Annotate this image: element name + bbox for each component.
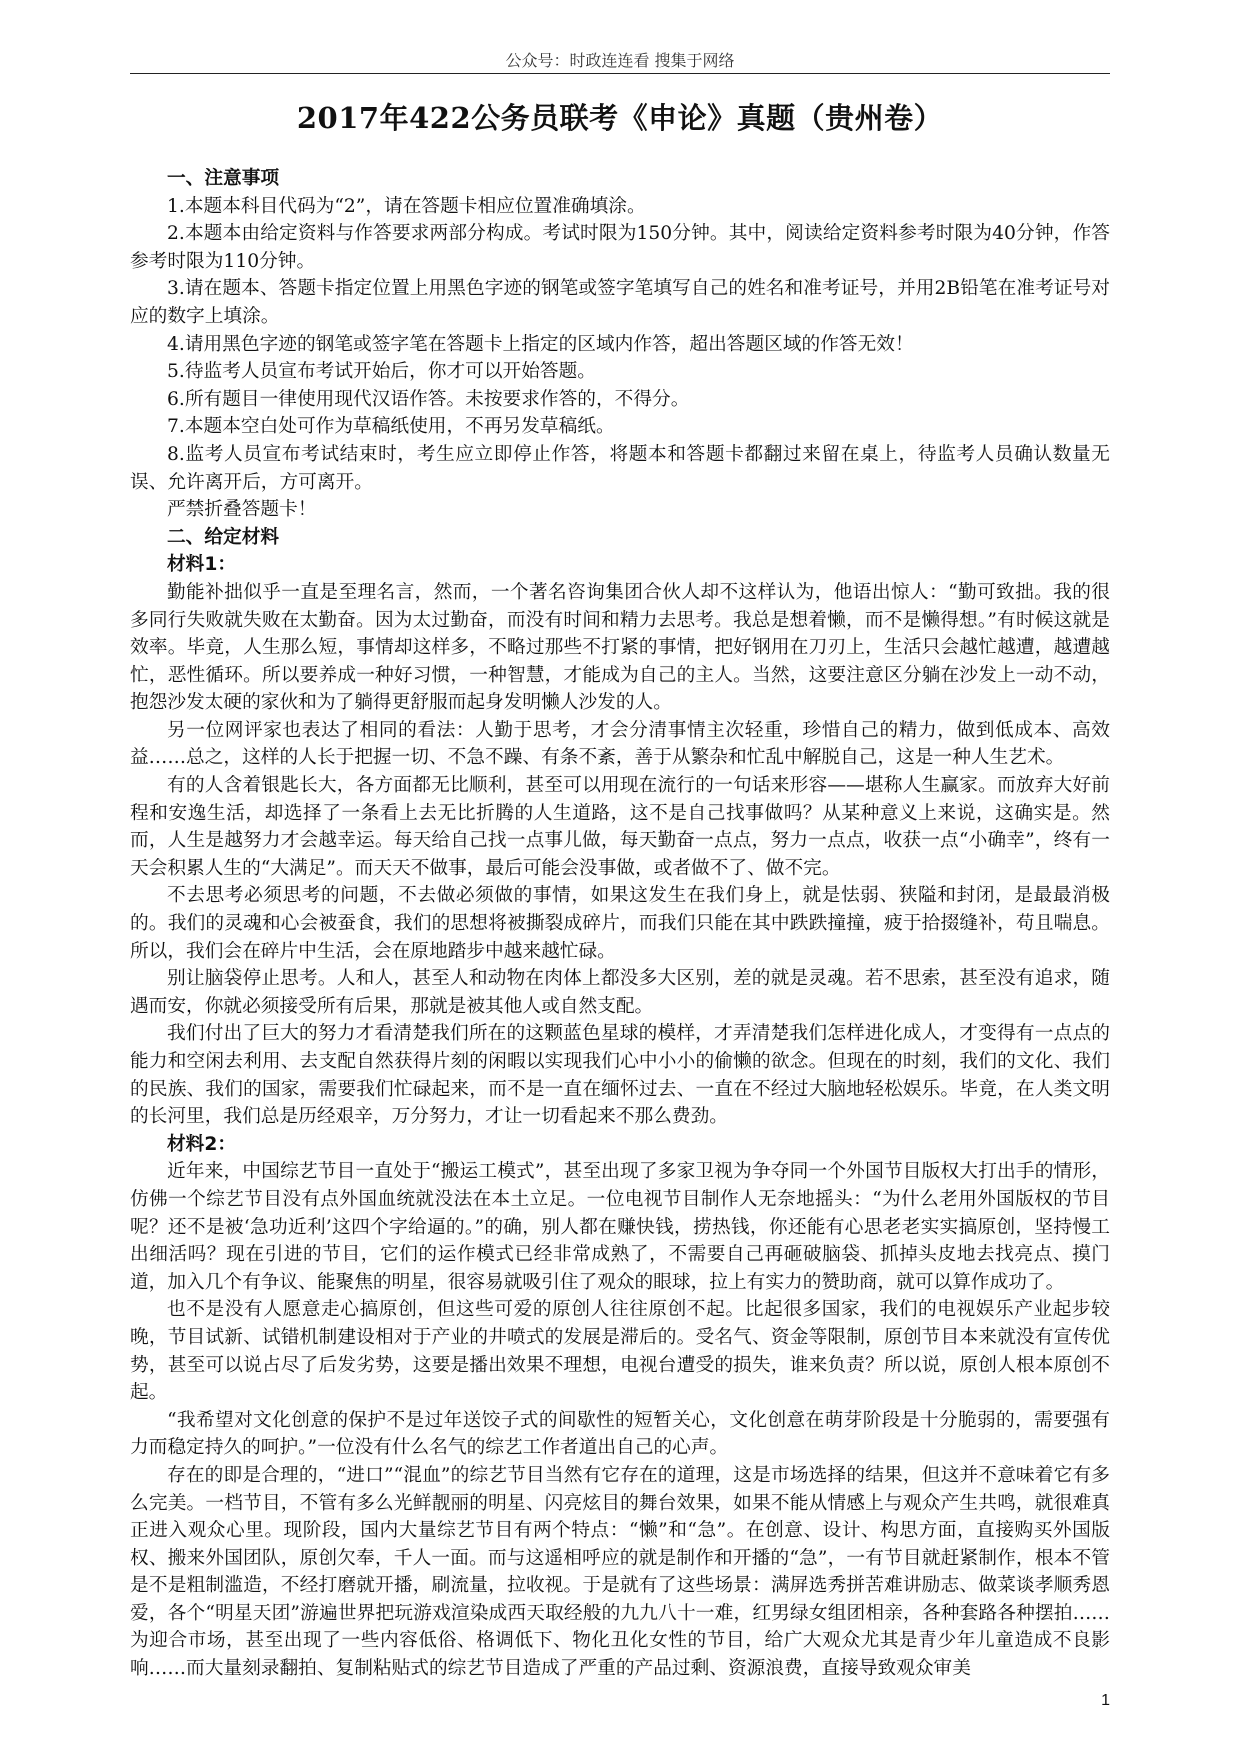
paragraph: 勤能补拙似乎一直是至理名言，然而，一个著名咨询集团合伙人却不这样认为，他语出惊人：“勤可致拙。我的很多同行失败就失败在太勤奋。因为太过勤奋，而没有时间和精力去思考。我总是想着懒，而不是懒得想。”有时候这就是效率。毕竟，人生那么短，事情却这样多，不略过那些不打紧的事情，把好钢用在刀刃上，生活只会越忙越遭，越遭越忙，恶性循环。所以要养成一种好习惯，一种智慧，才能成为自己的主人。当然，这要注意区分躺在沙发上一动不动，抱怨沙发太硬的家伙和为了躺得更舒服而起身发明懒人沙发的人。 [130, 581, 1110, 714]
document-body [130, 165, 1110, 1683]
note-item: 1.本题本科目代码为“2”，请在答题卡相应位置准确填涂。 [167, 195, 646, 217]
material-2-label: 材料2： [167, 1133, 237, 1155]
section-heading-notes: 一、注意事项 [167, 168, 280, 189]
paragraph: 也不是没有人愿意走心搞原创，但这些可爱的原创人往往原创不起。比起很多国家，我们的电视娱乐产业起步较晚，节目试新、试错机制建设相对于产业的井喷式的发展是滞后的。受名气、资金等限制，原创节目本来就没有宣传优势，甚至可以说占尽了后发劣势，这要是播出效果不理想，电视台遭受的损失，谁来负责？所以说，原创人根本原创不起。 [130, 1299, 1110, 1404]
page-number: 1 [1101, 1692, 1110, 1709]
paragraph: 另一位网评家也表达了相同的看法：人勤于思考，才会分清事情主次轻重，珍惜自己的精力，做到低成本、高效益……总之，这样的人长于把握一切、不急不躁、有条不紊，善于从繁杂和忙乱中解脱自己，这是一种人生艺术。 [130, 719, 1110, 769]
note-item: 3.请在题本、答题卡指定位置上用黑色字迹的钢笔或签字笔填写自己的姓名和准考证号，并用2B铅笔在准考证号对应的数字上填涂。 [130, 278, 1110, 327]
paragraph: 存在的即是合理的，“进口”“混血”的综艺节目当然有它存在的道理，这是市场选择的结果，但这并不意味着它有多么完美。一档节目，不管有多么光鲜靓丽的明星、闪亮炫目的舞台效果，如果不能从情感上与观众产生共鸣，就很难真正进入观众心里。现阶段，国内大量综艺节目有两个特点：“懒”和“急”。在创意、设计、构思方面，直接购买外国版权、搬来外国团队，原创欠奉，千人一面。而与这遥相呼应的就是制作和开播的“急”，一有节目就赶紧制作，根本不管是不是粗制滥造，不经打磨就开播，刷流量，拉收视。于是就有了这些场景：满屏选秀拼苦难讲励志、做菜谈孝顺秀恩爱，各个“明星天团”游遍世界把玩游戏渲染成西天取经般的九九八十一难，红男绿女组团相亲，各种套路各种摆拍……为迎合市场，甚至出现了一些内容低俗、格调低下、物化丑化女性的节目，给广大观众尤其是青少年儿童造成不良影响……而大量刻录翻拍、复制粘贴式的综艺节目造成了严重的产品过剩、资源浪费，直接导致观众审美 [130, 1464, 1110, 1680]
paragraph: 不去思考必须思考的问题，不去做必须做的事情，如果这发生在我们身上，就是怯弱、狭隘和封闭，是最最消极的。我们的灵魂和心会被蚕食，我们的思想将被撕裂成碎片，而我们只能在其中跌跌撞撞，疲于拾掇缝补，苟且喘息。所以，我们会在碎片中生活，会在原地踏步中越来越忙碌。 [130, 885, 1110, 962]
paragraph: 近年来，中国综艺节目一直处于“搬运工模式”，甚至出现了多家卫视为争夺同一个外国节目版权大打出手的情形，仿佛一个综艺节目没有点外国血统就没法在本土立足。一位电视节目制作人无奈地摇头：“为什么老用外国版权的节目呢？还不是被‘急功近利’这四个字给逼的。”的确，别人都在赚快钱，捞热钱，你还能有心思老老实实搞原创，坚持慢工出细活吗？现在引进的节目，它们的运作模式已经非常成熟了，不需要自己再砸破脑袋、抓掉头皮地去找亮点、摸门道，加入几个有争议、能聚焦的明星，很容易就吸引住了观众的眼球，拉上有实力的赞助商，就可以算作成功了。 [130, 1161, 1110, 1293]
note-item: 2.本题本由给定资料与作答要求两部分构成。考试时限为150分钟。其中，阅读给定资料参考时限为40分钟，作答参考时限为110分钟。 [130, 223, 1110, 272]
paragraph: 别让脑袋停止思考。人和人，甚至人和动物在肉体上都没多大区别，差的就是灵魂。若不思索，甚至没有追求，随遇而安，你就必须接受所有后果，那就是被其他人或自然支配。 [130, 968, 1110, 1017]
note-item: 4.请用黑色字迹的钢笔或签字笔在答题卡上指定的区域内作答，超出答题区域的作答无效！ [167, 333, 914, 355]
page-header: 公众号：时政连连看 搜集于网络 [505, 51, 735, 70]
paragraph: 有的人含着银匙长大，各方面都无比顺利，甚至可以用现在流行的一句话来形容——堪称人生赢家。而放弃大好前程和安逸生活，却选择了一条看上去无比折腾的人生道路，这不是自己找事做吗？从某种意义上来说，这确实是。然而，人生是越努力才会越幸运。每天给自己找一点事儿做，每天勤奋一点点，努力一点点，收获一点“小确幸”，终有一天会积累人生的“大满足”。而天天不做事，最后可能会没事做，或者做不了、做不完。 [130, 775, 1110, 879]
document-title: 2017年422公务员联考《申论》真题（贵州卷） [296, 101, 944, 135]
note-warning: 严禁折叠答题卡！ [167, 499, 317, 521]
note-item: 8.监考人员宣布考试结束时，考生应立即停止作答，将题本和答题卡都翻过来留在桌上，待监考人员确认数量无误、允许离开后，方可离开。 [130, 443, 1110, 493]
material-1-label: 材料1： [167, 554, 237, 576]
note-item: 5.待监考人员宣布考试开始后，你才可以开始答题。 [167, 361, 596, 383]
note-item: 7.本题本空白处可作为草稿纸使用，不再另发草稿纸。 [167, 416, 615, 438]
header-divider [130, 73, 1110, 74]
paragraph: “我希望对文化创意的保护不是过年送饺子式的间歇性的短暂关心，文化创意在萌芽阶段是十分脆弱的，需要强有力而稳定持久的呵护。”一位没有什么名气的综艺工作者道出自己的心声。 [130, 1409, 1110, 1459]
paragraph: 我们付出了巨大的努力才看清楚我们所在的这颗蓝色星球的模样，才弄清楚我们怎样进化成人，才变得有一点点的能力和空闲去利用、去支配自然获得片刻的闲暇以实现我们心中小小的偷懒的欲念。但现在的时刻，我们的文化、我们的民族、我们的国家，需要我们忙碌起来，而不是一直在缅怀过去、一直在不经过大脑地轻松娱乐。毕竟，在人类文明的长河里，我们总是历经艰辛，万分努力，才让一切看起来不那么费劲。 [130, 1023, 1110, 1128]
note-item: 6.所有题目一律使用现代汉语作答。未按要求作答的，不得分。 [167, 388, 690, 410]
section-heading-materials: 二、给定材料 [167, 526, 280, 548]
